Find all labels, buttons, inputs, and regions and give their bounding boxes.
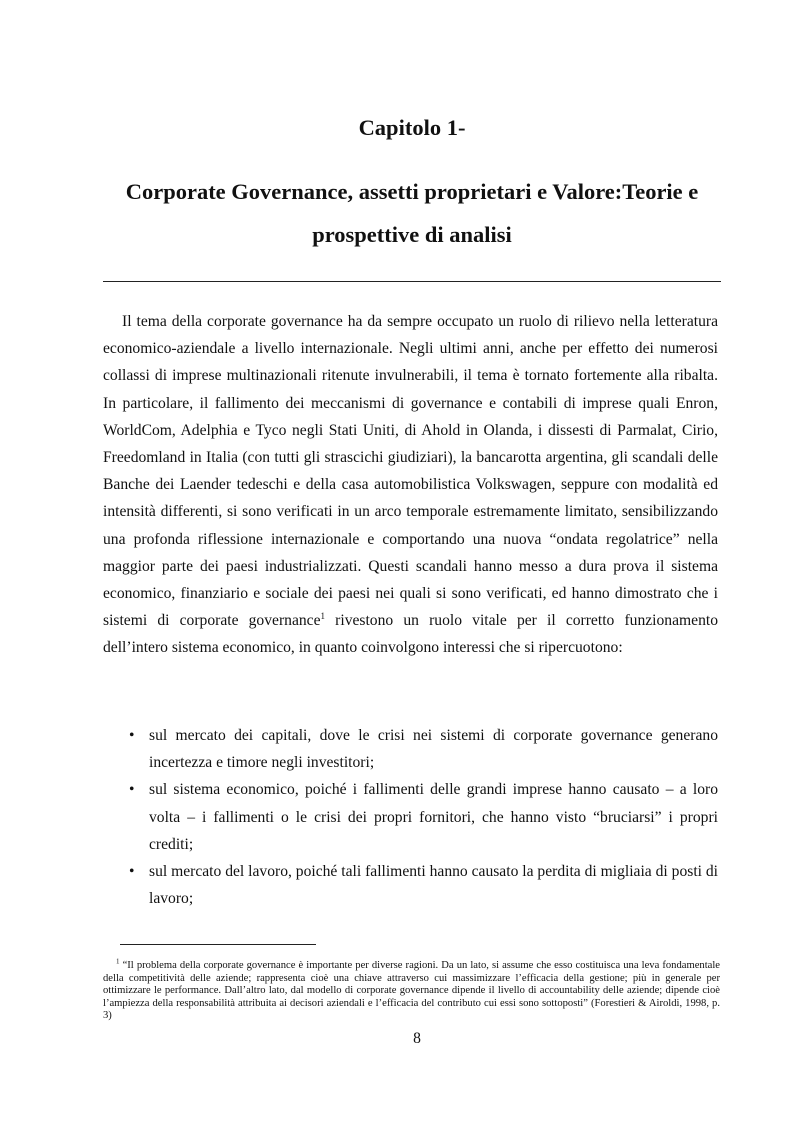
bullet-icon: • <box>129 781 135 799</box>
footnote-reference[interactable]: 1 <box>320 611 326 622</box>
bullet-text: sul mercato dei capitali, dove le crisi nei sistemi di corporate governance generano incertezza e timore negli investitori; <box>149 727 718 772</box>
bullet-text: sul sistema economico, poiché i fallimenti delle grandi imprese hanno causato – a loro volta – i fallimenti o le crisi dei propri fornitori, che hanno visto “bruciarsi” i propri crediti; <box>149 781 718 853</box>
bullet-text: sul mercato del lavoro, poiché tali fallimenti hanno causato la perdita di migliaia di posti di lavoro; <box>149 863 719 908</box>
footnote-number: 1 <box>116 957 120 966</box>
chapter-title <box>103 170 721 256</box>
bullet-item <box>103 722 718 776</box>
bullet-icon: • <box>129 727 135 744</box>
bullet-item <box>103 776 718 858</box>
body-paragraph <box>103 308 718 662</box>
footnote-text: “Il problema della corporate governance è importante per diverse ragioni. Da un lato, si assume che esso costituisca una leva fondamentale della competitività delle aziende; rappresenta cioè una chiave attraverso cui massimizzare l’efficacia della gestione; più in generale per ottimizzare le performance. Dall’altro lato, dal modello di corporate governance dipende il livello di accountability delle aziende; dipende cioè l’ampiezza della responsabilità attribuita ai decisori aziendali e l’efficacia del contributo cui essi sono sottoposti” (Forestieri & Airoldi, 1998, p. 3) <box>103 960 720 1022</box>
bullet-list <box>103 722 718 912</box>
chapter-heading: Capitolo 1- <box>358 115 466 140</box>
page-number: 8 <box>413 1030 421 1047</box>
footnote <box>103 957 720 1023</box>
footnote-divider <box>120 944 316 945</box>
body-text-part-2: rivestono un ruolo vitale per il corretto funzionamento dell’intero sistema economico, in quanto coinvolgono interessi che si ripercuotono: <box>103 612 719 657</box>
bullet-icon: • <box>129 863 135 881</box>
chapter-title-line-1: Corporate Governance, assetti proprietari e Valore:Teorie e <box>125 179 699 204</box>
body-text-part-1: Il tema della corporate governance ha da sempre occupato un ruolo di rilievo nella letteratura economico-aziendale a livello internazionale. Negli ultimi anni, anche per effetto dei numerosi collassi di imprese multinazionali ritenute invulnerabili, il tema è tornato fortemente alla ribalta. In particolare, il fallimento dei meccanismi di governance e contabili di imprese quali Enron, WorldCom, Adelphia e Tyco negli Stati Uniti, di Ahold in Olanda, i dissesti di Parmalat, Cirio, Freedomland in Italia (con tutti gli strascichi giudiziari), la bancarotta argentina, gli scandali delle Banche dei Laender tedeschi e della casa automobilistica Volkswagen, seppure con modalità ed intensità differenti, si sono verificati in un arco temporale estremamente limitato, sensibilizzando una profonda riflessione internazionale e comportando una nuova “ondata regolatrice” nella maggior parte dei paesi industrializzati. Questi scandali hanno messo a dura prova il sistema economico, finanziario e sociale dei paesi nei quali si sono verificati, ed hanno dimostrato che i sistemi di corporate governance <box>103 313 718 630</box>
chapter-title-line-2: prospettive di analisi <box>312 222 512 247</box>
bullet-item <box>103 858 718 912</box>
title-divider <box>103 281 721 282</box>
